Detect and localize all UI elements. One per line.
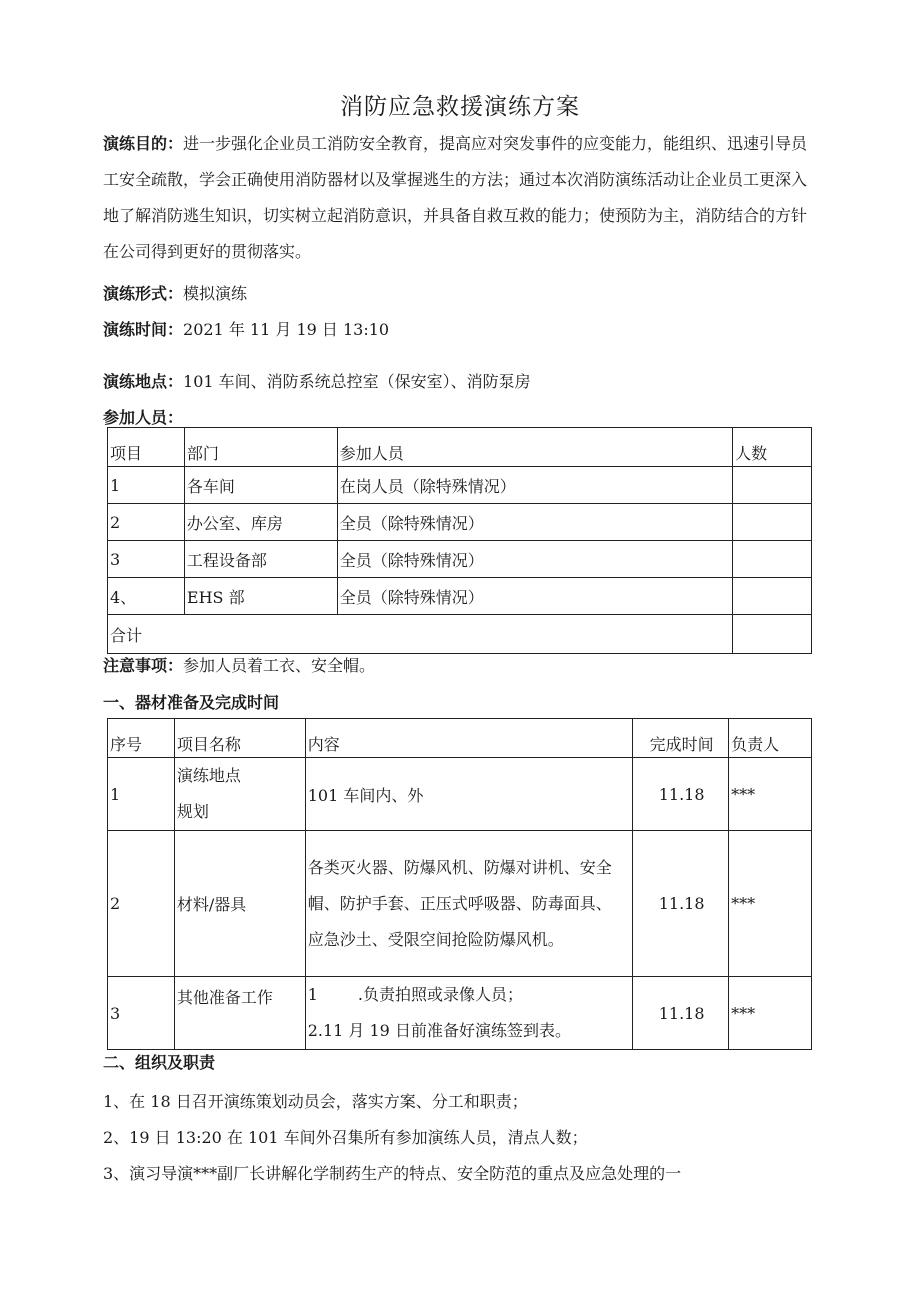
section1-title: 一、器材准备及完成时间: [103, 693, 280, 712]
purpose-label: 演练目的：: [103, 134, 184, 153]
cell-name-line: 演练地点: [176, 766, 241, 785]
cell-item: 4、: [108, 578, 185, 615]
header-content: 内容: [305, 719, 632, 758]
equipment-table: [107, 718, 812, 1050]
form-value: 模拟演练: [183, 284, 248, 303]
cell-content-line: 各类灭火器、防爆风机、防爆对讲机、安全: [307, 857, 612, 877]
time-label: 演练时间：: [103, 320, 184, 339]
cell-dept: 各车间: [184, 467, 337, 504]
form-label: 演练形式：: [103, 284, 184, 303]
notice-label: 注意事项：: [103, 656, 184, 675]
cell-people: 全员（除特殊情况）: [337, 578, 732, 615]
table-total-row: [108, 615, 812, 654]
header-no: 序号: [108, 719, 175, 758]
table-header-row: [108, 428, 812, 467]
header-item: 项目: [108, 428, 185, 467]
table-row: [108, 578, 812, 615]
table-row: [108, 758, 812, 831]
total-label: 合计: [108, 615, 733, 654]
cell-time: 11.18: [633, 831, 729, 977]
header-people: 参加人员: [337, 428, 732, 467]
cell-content-line: 2.11 月 19 日前准备好演练签到表。: [307, 1021, 571, 1040]
notice-value: 参加人员着工衣、安全帽。: [183, 656, 376, 675]
participants-label: 参加人员：: [103, 408, 184, 427]
table-row: [108, 977, 812, 1050]
form-line: [103, 281, 247, 304]
cell-content: [305, 831, 632, 977]
cell-dept: 工程设备部: [184, 541, 337, 578]
cell-name: [174, 758, 305, 831]
header-name: 项目名称: [174, 719, 305, 758]
table-row: [108, 504, 812, 541]
cell-content-line: 帽、防护手套、正压式呼吸器、防毒面具、: [307, 893, 612, 913]
cell-name: 材料/器具: [174, 831, 305, 977]
cell-item: 1: [108, 467, 185, 504]
time-value: 2021 年 11 月 19 日 13:10: [183, 320, 390, 339]
cell-content-text: .负责拍照或录像人员；: [357, 985, 523, 1004]
cell-dept: EHS 部: [184, 578, 337, 615]
cell-dept: 办公室、库房: [184, 504, 337, 541]
cell-owner: ***: [729, 977, 812, 1050]
cell-content: 101 车间内、外: [305, 758, 632, 831]
cell-item: 3: [108, 541, 185, 578]
table-row: [108, 467, 812, 504]
cell-no: 1: [108, 758, 175, 831]
participants-table: [107, 427, 812, 654]
cell-count: [733, 467, 812, 504]
cell-content-num: 1: [307, 985, 318, 1004]
duty-item: 1、在 18 日召开演练策划动员会，落实方案、分工和职责；: [103, 1092, 528, 1111]
duty-item: 2、19 日 13:20 在 101 车间外召集所有参加演练人员，清点人数；: [103, 1128, 588, 1147]
notice-line: [103, 653, 375, 676]
location-line: [103, 369, 531, 392]
total-value: [733, 615, 812, 654]
cell-content-line: [308, 977, 632, 1013]
purpose-paragraph: [103, 126, 815, 270]
cell-people: 在岗人员（除特殊情况）: [337, 467, 732, 504]
header-owner: 负责人: [729, 719, 812, 758]
cell-count: [733, 541, 812, 578]
header-dept: 部门: [184, 428, 337, 467]
cell-owner: ***: [729, 831, 812, 977]
cell-count: [733, 578, 812, 615]
table-row: [108, 831, 812, 977]
cell-name-line: 规划: [176, 802, 209, 821]
table-header-row: [108, 719, 812, 758]
cell-name: 其他准备工作: [174, 977, 305, 1050]
cell-item: 2: [108, 504, 185, 541]
cell-people: 全员（除特殊情况）: [337, 504, 732, 541]
duty-item: 3、演习导演***副厂长讲解化学制药生产的特点、安全防范的重点及应急处理的一: [103, 1164, 682, 1183]
table-row: [108, 541, 812, 578]
cell-no: 2: [108, 831, 175, 977]
cell-time: 11.18: [633, 977, 729, 1050]
header-time: 完成时间: [633, 719, 729, 758]
location-value: 101 车间、消防系统总控室（保安室）、消防泵房: [183, 372, 531, 391]
document-title: 消防应急救援演练方案: [340, 94, 580, 120]
cell-time: 11.18: [633, 758, 729, 831]
cell-owner: ***: [729, 758, 812, 831]
cell-content-line: 应急沙土、受限空间抢险防爆风机。: [307, 929, 564, 949]
header-count: 人数: [733, 428, 812, 467]
cell-count: [733, 504, 812, 541]
location-label: 演练地点：: [103, 372, 184, 391]
time-line: [103, 317, 389, 340]
section2-title: 二、组织及职责: [103, 1053, 216, 1072]
cell-no: 3: [108, 977, 175, 1050]
cell-people: 全员（除特殊情况）: [337, 541, 732, 578]
cell-content: [305, 977, 632, 1050]
purpose-text: 进一步强化企业员工消防安全教育，提高应对突发事件的应变能力，能组织、迅速引导员工安全疏散，学会正确使用消防器材以及掌握逃生的方法；通过本次消防演练活动让企业员工更深入地了解消防逃生知识，切实树立起消防意识，并具备自救互救的能力；使预防为主，消防结合的方针在公司得到更好的贯彻落实。: [103, 134, 808, 261]
